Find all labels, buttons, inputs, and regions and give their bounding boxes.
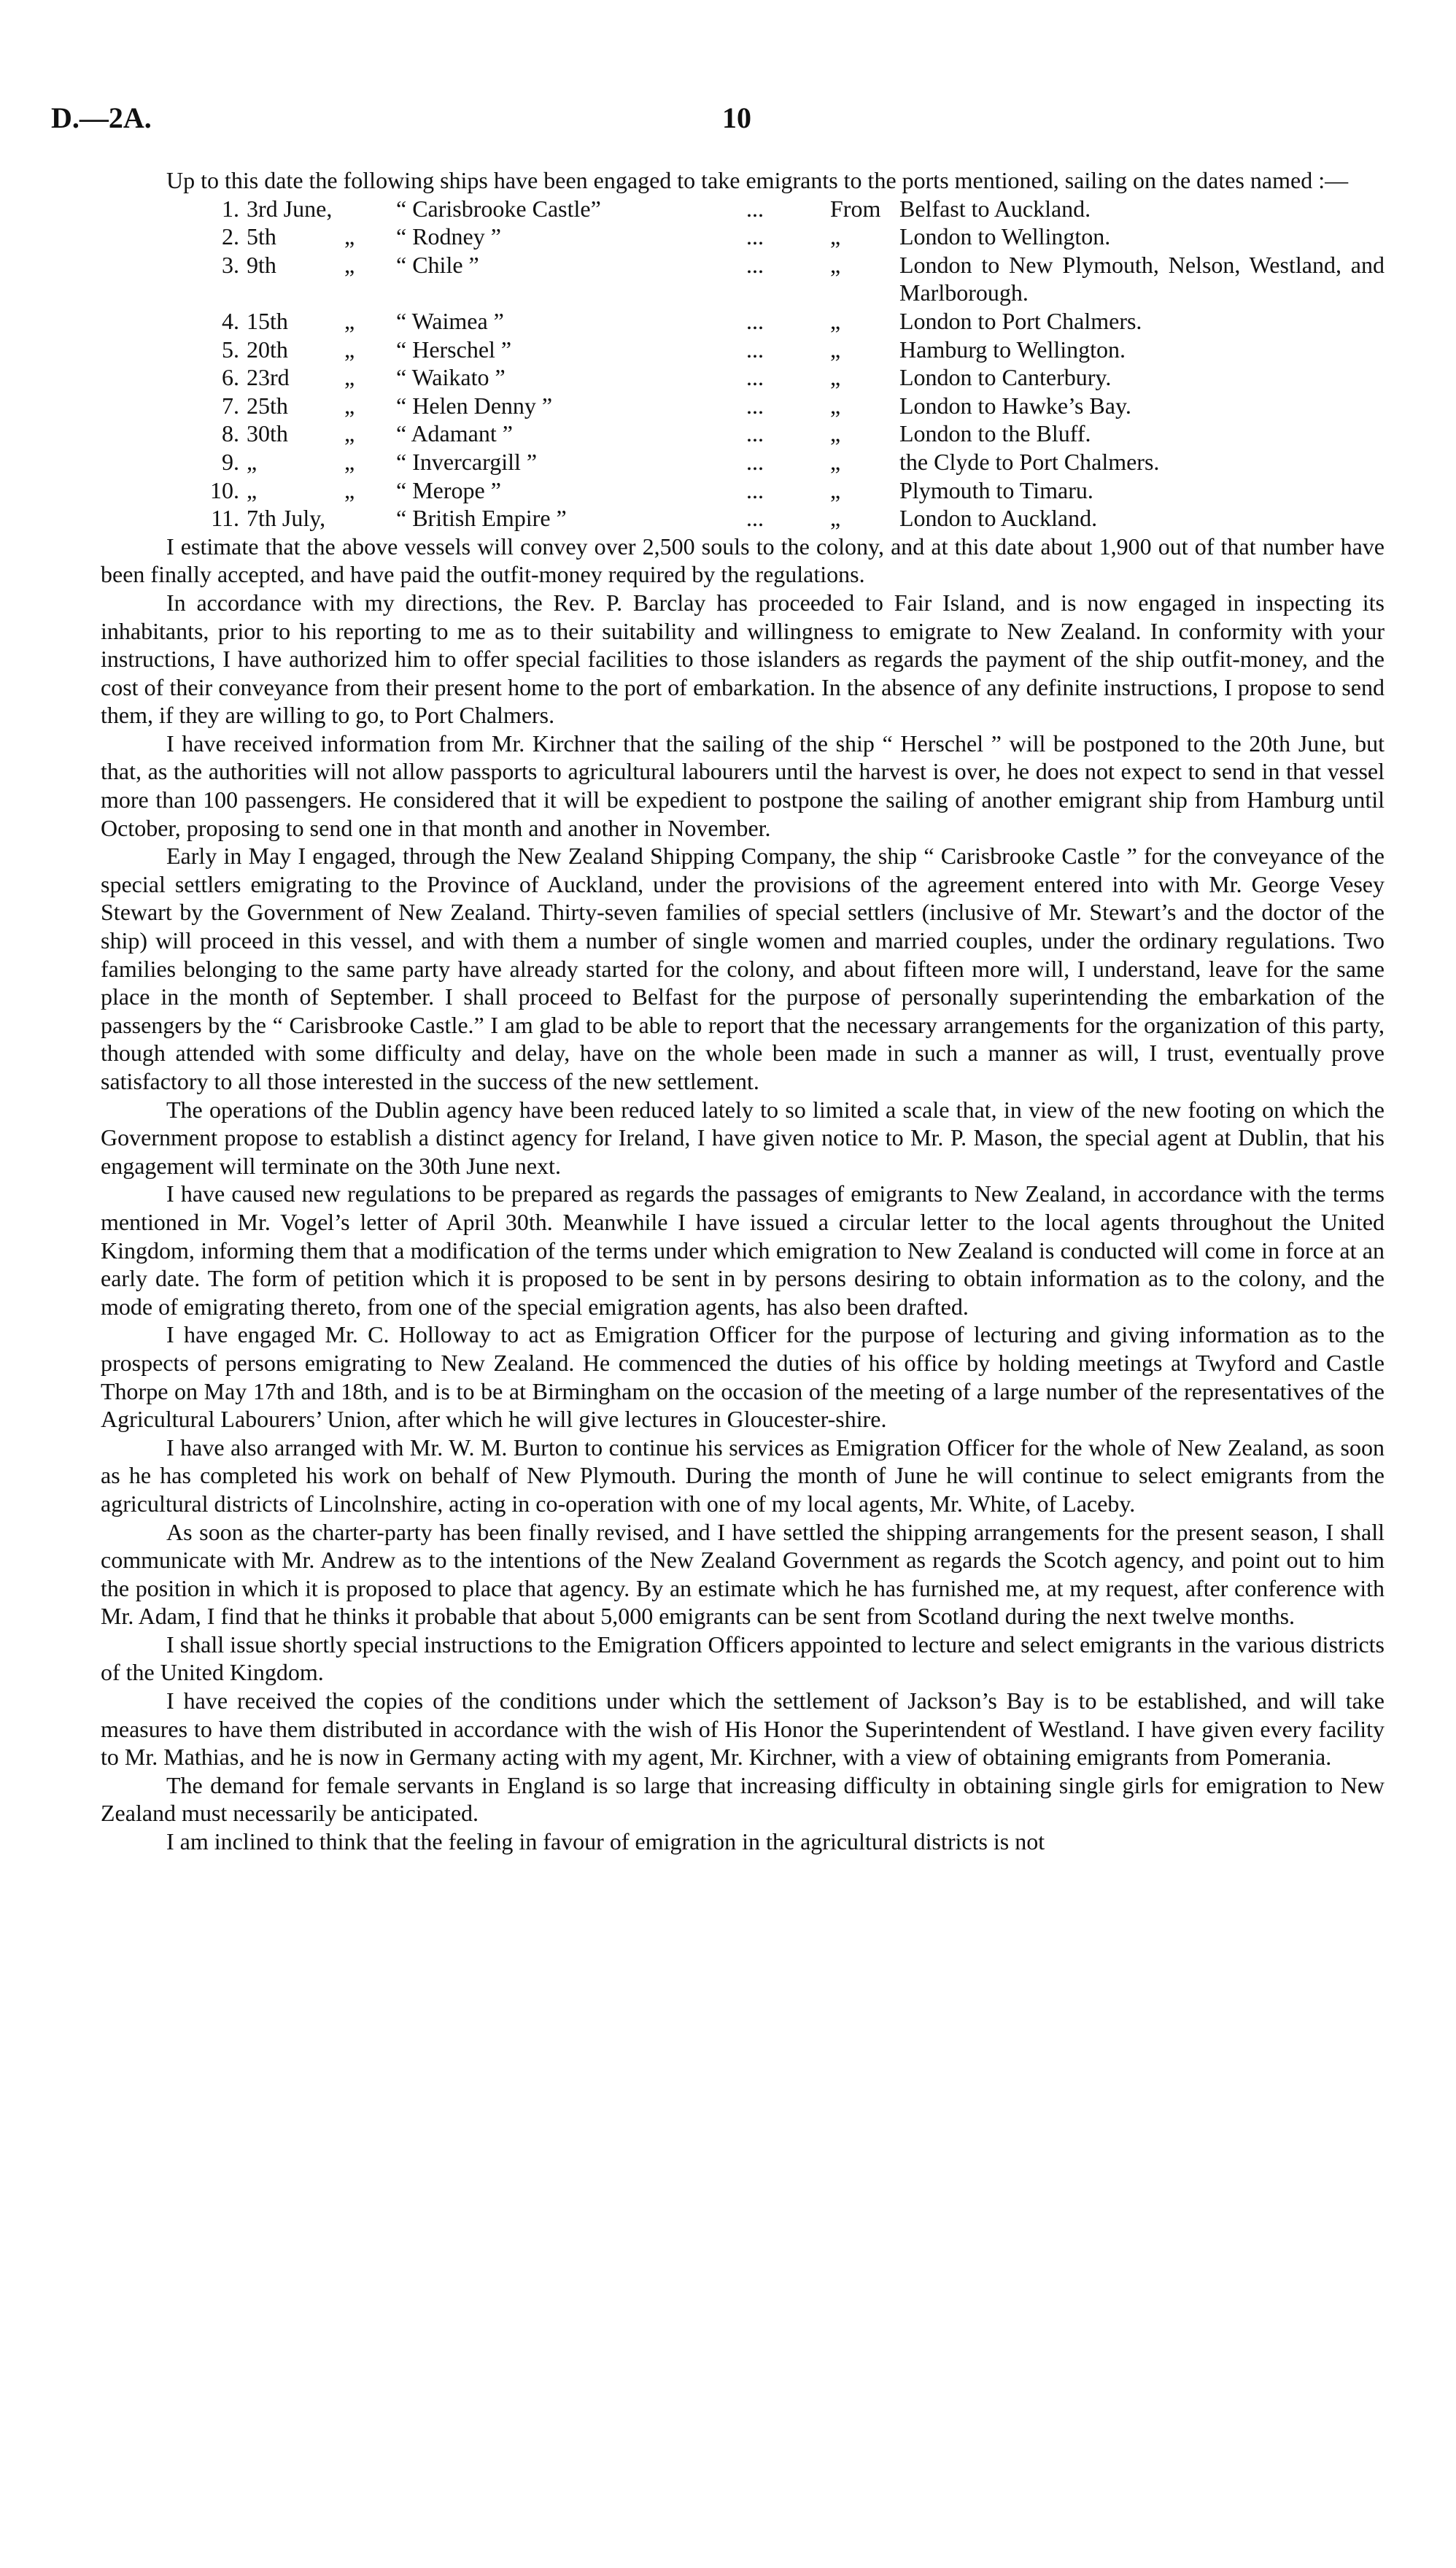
ship-number: 7.: [222, 392, 239, 419]
ship-dest-prefix: „: [830, 448, 841, 475]
ship-date-ditto: „: [344, 307, 355, 334]
body-text: [101, 166, 1385, 1856]
leader-dots: ...: [746, 392, 764, 419]
ship-row: [101, 392, 1385, 420]
ship-date: 25th: [247, 392, 288, 419]
paragraph-jacksons-bay: I have received the copies of the conditions under which the settlement of Jackson’s Bay is to be established, and will take measures to have them distributed in accordance with the wish of His Honor the Superintendent of Westland. I have given every facility to Mr. Mathias, and he is now in Germany acting with my agent, Mr. Kirchner, with a view of obtaining emigrants from Pomerania.: [101, 1687, 1385, 1771]
ship-date-ditto: „: [344, 251, 355, 278]
ship-route: London to the Bluff.: [899, 420, 1091, 447]
leader-dots: ...: [746, 195, 764, 222]
ship-route: London to Wellington.: [899, 223, 1111, 250]
ship-row: [101, 223, 1385, 251]
ship-dest-prefix: „: [830, 420, 841, 447]
leader-dots: ...: [746, 476, 764, 503]
ship-route: Hamburg to Wellington.: [899, 336, 1126, 363]
paragraph-burton: I have also arranged with Mr. W. M. Burton to continue his services as Emigration Officer for the whole of New Zealand, as soon as he has completed his work on behalf of New Plymouth. During the month of June he will continue to select emigrants from the agricultural districts of Lincolnshire, acting in co-operation with one of my local agents, Mr. White, of Laceby.: [101, 1434, 1385, 1517]
ship-date: 9th: [247, 251, 276, 278]
ship-date: 23rd: [247, 364, 290, 391]
ship-name: “ Merope ”: [396, 476, 501, 503]
leader-dots: ...: [746, 336, 764, 363]
ship-name: “ Helen Denny ”: [396, 392, 553, 419]
ship-name: “ Invercargill ”: [396, 448, 538, 475]
ship-date: 3rd June,: [247, 195, 333, 222]
ship-row: [101, 504, 1385, 533]
leader-dots: ...: [746, 307, 764, 334]
leader-dots: ...: [746, 420, 764, 447]
paragraph-female-servants: The demand for female servants in England is so large that increasing difficulty in obtaining single girls for emigration to New Zealand must necessarily be anticipated.: [101, 1771, 1385, 1827]
leader-dots: ...: [746, 251, 764, 278]
ship-list: [101, 195, 1385, 533]
ship-date-ditto: „: [344, 336, 355, 363]
ship-number: 1.: [222, 195, 239, 222]
ship-route: London to Hawke’s Bay.: [899, 392, 1131, 419]
ship-number: 8.: [222, 420, 239, 447]
ship-route: Belfast to Auckland.: [899, 195, 1091, 222]
ship-date-ditto: „: [344, 420, 355, 447]
ship-row: [101, 448, 1385, 476]
ship-date-ditto: „: [344, 448, 355, 475]
ship-date: 30th: [247, 420, 288, 447]
ship-number: 2.: [222, 223, 239, 250]
ship-dest-prefix: „: [830, 336, 841, 363]
ship-number: 6.: [222, 364, 239, 391]
paragraph-agricultural-feeling: I am inclined to think that the feeling in favour of emigration in the agricultural districts is not: [166, 1828, 1045, 1855]
ship-date: 7th July,: [247, 505, 326, 532]
ship-name: “ British Empire ”: [396, 505, 567, 532]
ship-name: “ Waimea ”: [396, 307, 504, 334]
ship-number: 9.: [222, 448, 239, 475]
ship-row: [101, 307, 1385, 336]
ship-date: 5th: [247, 223, 276, 250]
ship-dest-prefix: „: [830, 251, 841, 278]
paragraph-estimate: I estimate that the above vessels will convey over 2,500 souls to the colony, and at this date about 1,900 out of that number have been finally accepted, and have paid the outfit-money required by the regulations.: [101, 533, 1385, 588]
ship-number: 5.: [222, 336, 239, 363]
ship-number: 10.: [210, 476, 239, 503]
page-number: 10: [722, 101, 751, 134]
ship-date-ditto: „: [344, 364, 355, 391]
ship-row: [101, 419, 1385, 448]
ship-name: “ Chile ”: [396, 251, 479, 278]
ship-route: London to New Plymouth, Nelson, Westland, and Marlborough.: [899, 251, 1385, 306]
paragraph-herschel: I have received information from Mr. Kirchner that the sailing of the ship “ Herschel ” will be postponed to the 20th June, but that, as the authorities will not allow passports to agricultural labourers until the harvest is over, he does not expect to send in that vessel more than 100 passengers. He considered that it will be expedient to postpone the sailing of another emigrant ship from Hamburg until October, proposing to send one in that month and another in November.: [101, 730, 1385, 841]
ship-date: „: [247, 448, 257, 475]
ship-number: 3.: [222, 251, 239, 278]
ship-number: 11.: [211, 505, 239, 532]
ship-name: “ Carisbrooke Castle”: [396, 195, 601, 222]
leader-dots: ...: [746, 364, 764, 391]
ship-date-ditto: „: [344, 392, 355, 419]
ship-name: “ Herschel ”: [396, 336, 512, 363]
paragraph-carisbrooke: Early in May I engaged, through the New Zealand Shipping Company, the ship “ Carisbrooke Castle ” for the conveyance of the special settlers emigrating to the Province of Auckland, under the provisions of the agreement entered into with Mr. George Vesey Stewart by the Government of New Zealand. Thirty-seven families of special settlers (inclusive of Mr. Stewart’s and the doctor of the ship) will proceed in this vessel, and with them a number of single women and married couples, under the ordinary regulations. Two families belonging to the same party have already started for the colony, and about fifteen more will, I understand, leave for the same place in the month of September. I shall proceed to Belfast for the purpose of personally superintending the embarkation of the passengers by the “ Carisbrooke Castle.” I am glad to be able to report that the necessary arrangements for the organization of this party, though attended with some difficulty and delay, have on the whole been made in such a manner as will, I trust, eventually prove satisfactory to all those interested in the success of the new settlement.: [101, 843, 1385, 1094]
ship-row: [101, 476, 1385, 505]
intro-paragraph: Up to this date the following ships have been engaged to take emigrants to the ports mentioned, sailing on the dates named :—: [166, 167, 1349, 193]
ship-date: 15th: [247, 307, 288, 334]
ship-name: “ Adamant ”: [396, 420, 513, 447]
ship-number: 4.: [222, 307, 239, 334]
ship-row: [101, 336, 1385, 364]
paragraph-dublin-agency: The operations of the Dublin agency have been reduced lately to so limited a scale that, in view of the new footing on which the Government propose to establish a distinct agency for Ireland, I have given notice to Mr. P. Mason, the special agent at Dublin, that his engagement will terminate on the 30th June next.: [101, 1096, 1385, 1179]
paragraph-fair-island: In accordance with my directions, the Rev. P. Barclay has proceeded to Fair Island, and is now engaged in inspecting its inhabitants, prior to his reporting to me as to their suitability and willingness to emigrate to New Zealand. In conformity with your instructions, I have authorized him to offer special facilities to those islanders as regards the payment of the ship outfit-money, and the cost of their conveyance from their present home to the port of embarkation. In the absence of any definite instructions, I propose to send them, if they are willing to go, to Port Chalmers.: [101, 589, 1385, 729]
page-header: [51, 101, 1408, 144]
ship-date-ditto: „: [344, 223, 355, 250]
ship-date-ditto: „: [344, 476, 355, 503]
ship-route: London to Auckland.: [899, 505, 1098, 532]
ship-row: [101, 195, 1385, 223]
paragraph-instructions: I shall issue shortly special instructions to the Emigration Officers appointed to lecture and select emigrants in the various districts of the United Kingdom.: [101, 1631, 1385, 1686]
ship-name: “ Rodney ”: [396, 223, 501, 250]
ship-dest-prefix: From: [830, 195, 881, 222]
paragraph-scotch-agency: As soon as the charter-party has been finally revised, and I have settled the shipping arrangements for the present season, I shall communicate with Mr. Andrew as to the intentions of the New Zealand Government as regards the Scotch agency, and point out to him the position in which it is proposed to place that agency. By an estimate which he has furnished me, at my request, after conference with Mr. Adam, I find that he thinks it probable that about 5,000 emigrants can be sent from Scotland during the next twelve months.: [101, 1518, 1385, 1630]
ship-dest-prefix: „: [830, 364, 841, 391]
ship-dest-prefix: „: [830, 505, 841, 532]
ship-dest-prefix: „: [830, 307, 841, 334]
ship-row: [101, 251, 1385, 307]
ship-dest-prefix: „: [830, 476, 841, 503]
leader-dots: ...: [746, 448, 764, 475]
document-reference: D.—2A.: [51, 101, 152, 134]
paragraph-holloway: I have engaged Mr. C. Holloway to act as Emigration Officer for the purpose of lecturing and giving information as to the prospects of persons emigrating to New Zealand. He commenced the duties of his office by holding meetings at Twyford and Castle Thorpe on May 17th and 18th, and is to be at Birmingham on the occasion of the meeting of a large number of the representatives of the Agricultural Labourers’ Union, after which he will give lectures in Gloucester-shire.: [101, 1321, 1385, 1433]
ship-name: “ Waikato ”: [396, 364, 506, 391]
ship-route: Plymouth to Timaru.: [899, 476, 1093, 503]
ship-route: London to Port Chalmers.: [899, 307, 1142, 334]
ship-route: London to Canterbury.: [899, 364, 1112, 391]
ship-date: 20th: [247, 336, 288, 363]
ship-dest-prefix: „: [830, 223, 841, 250]
ship-date: „: [247, 476, 257, 503]
leader-dots: ...: [746, 223, 764, 250]
leader-dots: ...: [746, 505, 764, 532]
ship-route: the Clyde to Port Chalmers.: [899, 448, 1160, 475]
ship-row: [101, 363, 1385, 392]
ship-dest-prefix: „: [830, 392, 841, 419]
paragraph-regulations: I have caused new regulations to be prepared as regards the passages of emigrants to New Zealand, in accordance with the terms mentioned in Mr. Vogel’s letter of April 30th. Meanwhile I have issued a circular letter to the local agents throughout the United Kingdom, informing them that a modification of the terms under which emigration to New Zealand is conducted will come in force at an early date. The form of petition which it is proposed to be sent in by persons desiring to obtain information as to the colony, and the mode of emigrating thereto, from one of the special emigration agents, has also been drafted.: [101, 1180, 1385, 1320]
